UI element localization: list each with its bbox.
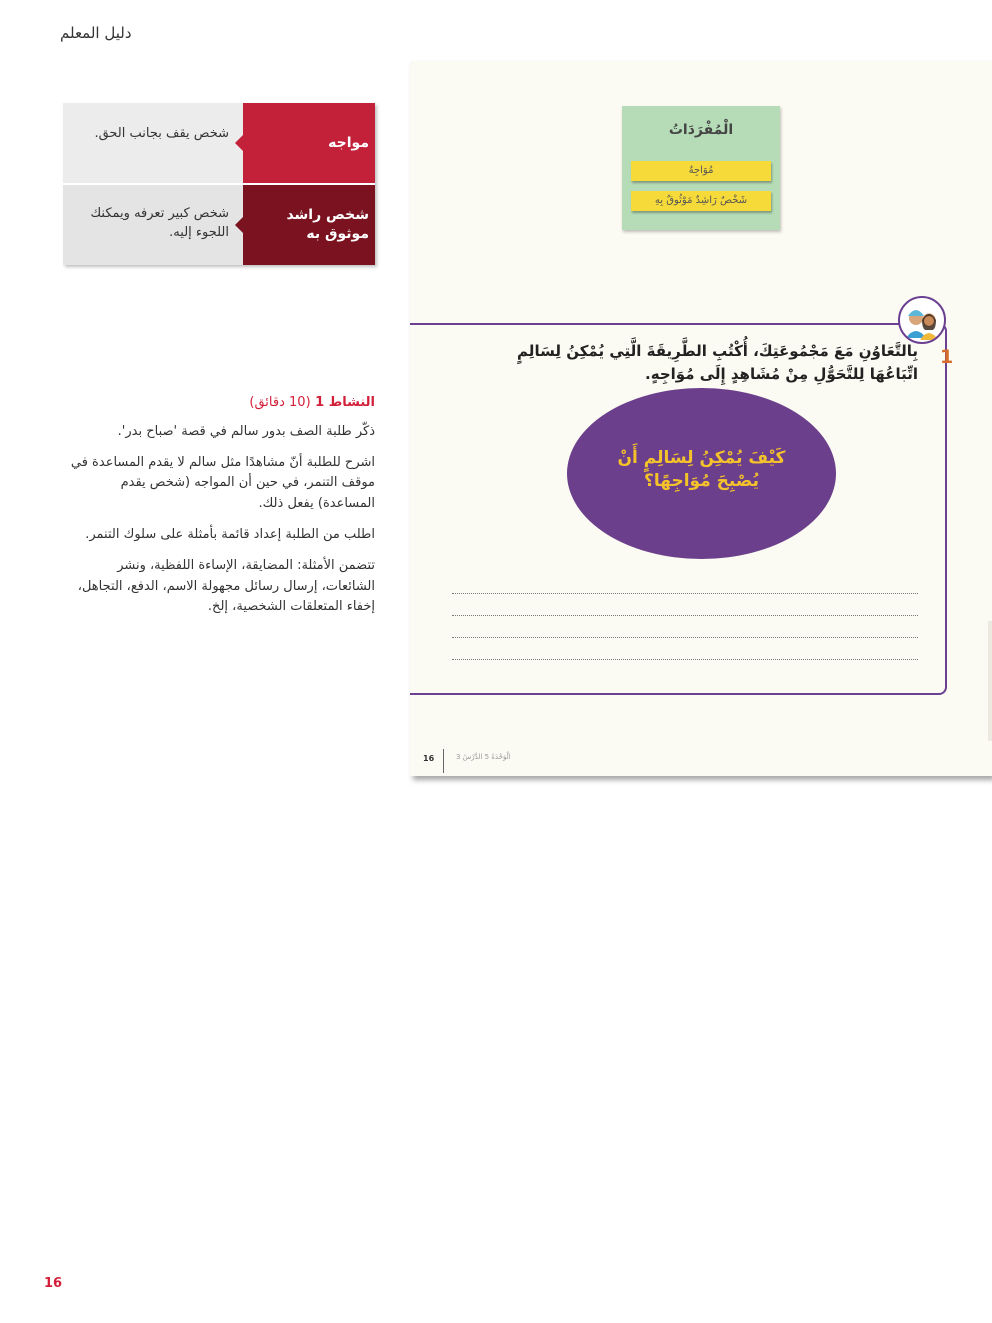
note-paragraph: ذكّر طلبة الصف بدور سالم في قصة 'صباح بدر'. [117,423,375,439]
teacher-notes [60,393,375,628]
answer-line[interactable] [452,659,918,660]
activity-duration: (10 دقائق) [249,395,311,410]
vocabulary-row [63,185,375,265]
oval-question: كَيْفَ يُمْكِنُ لِسَالِمٍ أَنْ يُصْبِحَ مُوَاجِهًا؟ [617,448,786,491]
vocabulary-definition: شخص يقف بجانب الحق. [63,103,243,183]
note-paragraph: اشرح للطلبة أنّ مشاهدًا مثل سالم لا يقدم المساعدة في موقف التنمر، في حين أن المواجه (شخص يقدم المساعدة) يفعل ذلك. [70,454,375,512]
question-oval [567,388,836,559]
answer-line[interactable] [452,615,918,616]
vocabulary-term [243,185,375,265]
vocabulary-definition: شخص كبير تعرفه ويمكنك اللجوء إليه. [63,185,243,265]
activity-heading [60,393,375,414]
vocabulary-chip: شَخْصٌ رَاشِدٌ مَوْثُوقٌ بِهِ [631,191,771,211]
page-number: 16 [44,1276,63,1291]
term-text: مواجه [328,134,369,151]
vocabulary-box [622,106,780,230]
answer-line[interactable] [452,593,918,594]
pointer-arrow-icon [235,217,243,233]
footer-divider [443,749,444,773]
group-work-icon [898,296,946,344]
book-page-number: 16 [423,754,435,763]
answer-line[interactable] [452,637,918,638]
guide-title: دليل المعلم [60,24,132,42]
vocabulary-chip: مُوَاجِهٌ [631,161,771,181]
pointer-arrow-icon [235,135,243,151]
note-paragraph: تتضمن الأمثلة: المضايقة، الإساءة اللفظية، ونشر الشائعات، إرسال رسائل مجهولة الاسم، الدفع، التجاهل، إخفاء المتعلقات الشخصية، إلخ. [77,557,375,615]
vocabulary-term [243,103,375,183]
note-paragraph: اطلب من الطلبة إعداد قائمة بأمثلة على سلوك التنمر. [85,526,375,542]
term-text: شخص راشد موثوق به [286,207,369,242]
footer-unit-label: الْوَحْدَةُ 5 الدَّرْسُ 3 [456,753,511,761]
activity-number: 1 [940,346,954,368]
student-book-page [410,61,992,776]
vocabulary-table [63,103,375,265]
vocabulary-box-title: الْمُفْرَدَاتُ [668,122,734,138]
activity-title: النشاط 1 [315,395,375,410]
page-edge [988,621,992,741]
activity-question: بِالتَّعَاوُنِ مَعَ مَجْمُوعَتِكَ، أُكْتُبِ الطَّرِيقَةَ الَّتِي يُمْكِنُ لِسَالِمٍ اتِّبَاعُهَا لِلتَّحَوُّلِ مِنْ مُشَاهِدٍ إِلَى مُوَاجِهٍ. [517,342,918,384]
vocabulary-row [63,103,375,183]
